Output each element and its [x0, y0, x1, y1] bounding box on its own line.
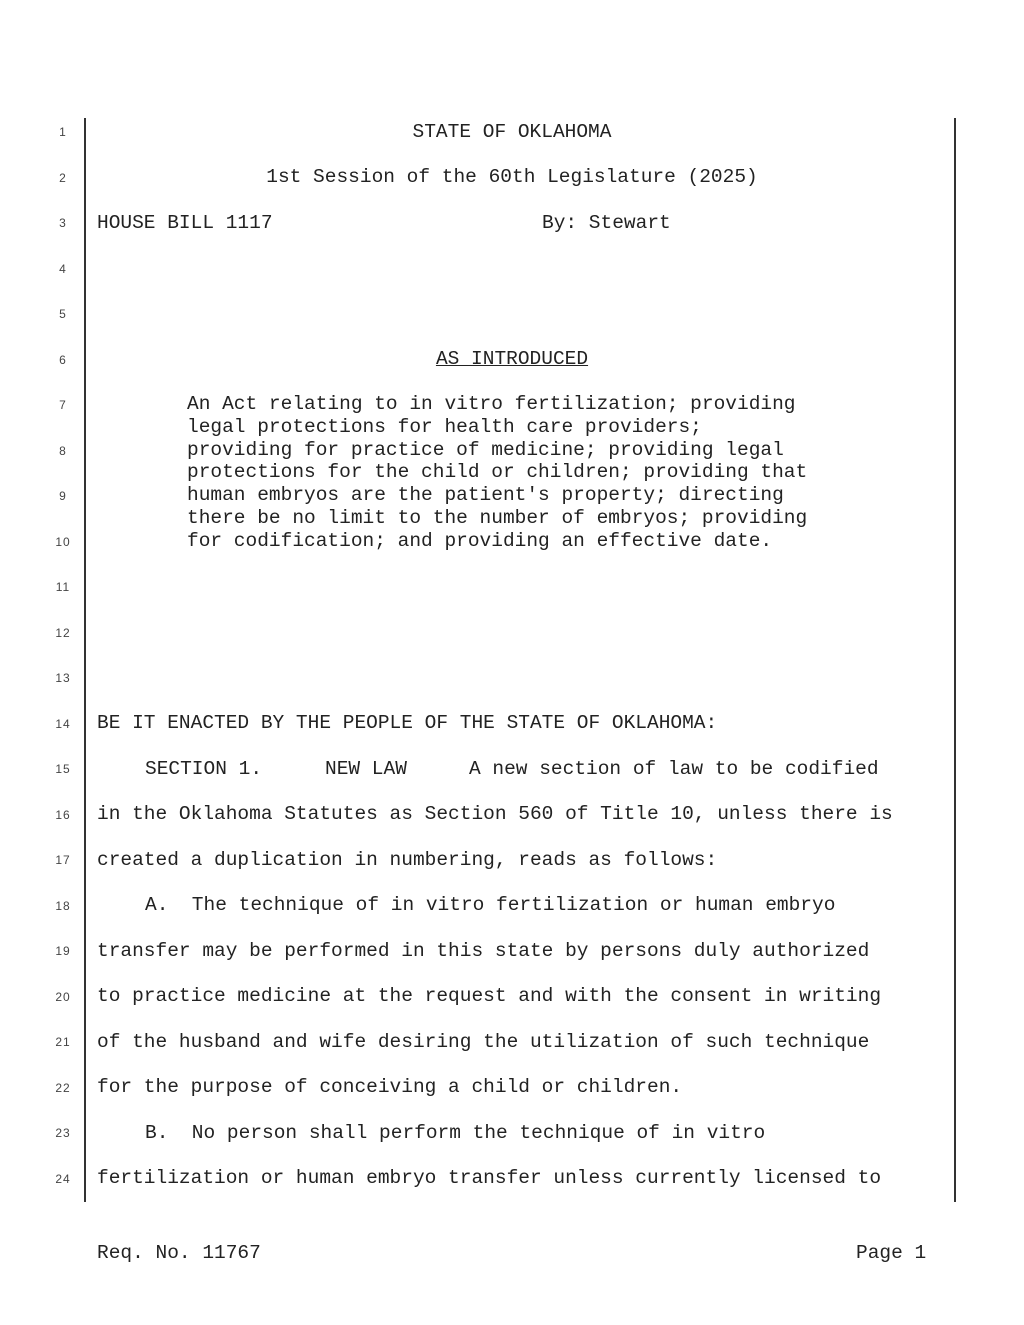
- abstract-line: for codification; and providing an effective date.: [187, 529, 773, 552]
- body-line: for the purpose of conceiving a child or children.: [97, 1076, 683, 1098]
- enacting-clause: BE IT ENACTED BY THE PEOPLE OF THE STATE OF OKLAHOMA:: [97, 712, 718, 734]
- abstract-line: protections for the child or children; providing that: [187, 461, 808, 484]
- line-number: 23: [55, 1126, 71, 1140]
- line-number: 20: [55, 990, 71, 1004]
- line-number: 8: [59, 444, 67, 458]
- section-label: SECTION 1.: [145, 758, 263, 780]
- line-number: 14: [55, 717, 71, 731]
- body-line: B. No person shall perform the technique of in vitro: [145, 1122, 766, 1144]
- line-number: 13: [55, 671, 71, 685]
- line-number: 22: [55, 1081, 71, 1095]
- abstract-line: providing for practice of medicine; providing legal: [187, 438, 784, 461]
- line-number: 19: [55, 944, 71, 958]
- line-number: 9: [59, 489, 67, 503]
- line-number: 1: [59, 125, 67, 139]
- state-heading: STATE OF OKLAHOMA: [412, 121, 612, 143]
- body-line: A. The technique of in vitro fertilization or human embryo: [145, 894, 836, 916]
- line-number: 4: [59, 262, 67, 276]
- session-heading: 1st Session of the 60th Legislature (2025): [266, 166, 758, 188]
- line-number: 18: [55, 899, 71, 913]
- line-number: 3: [59, 216, 67, 230]
- line-number: 24: [55, 1172, 71, 1186]
- line-number: 21: [55, 1035, 71, 1049]
- line-number: 15: [55, 762, 71, 776]
- section-type: NEW LAW: [325, 758, 407, 780]
- bill-number: HOUSE BILL 1117: [97, 212, 273, 234]
- body-line: of the husband and wife desiring the utilization of such technique: [97, 1031, 870, 1053]
- abstract-line: An Act relating to in vitro fertilization; providing: [187, 393, 796, 415]
- abstract-line: there be no limit to the number of embryos; providing: [187, 506, 808, 529]
- request-number: Req. No. 11767: [97, 1242, 261, 1264]
- abstract-line: legal protections for health care providers;: [187, 415, 702, 438]
- line-number: 2: [59, 171, 67, 185]
- line-number: 12: [55, 626, 71, 640]
- body-line: in the Oklahoma Statutes as Section 560 of Title 10, unless there is: [97, 803, 893, 825]
- line-number: 17: [55, 853, 71, 867]
- left-margin-rule: [84, 118, 86, 1202]
- line-number: 5: [59, 307, 67, 321]
- right-margin-rule: [954, 118, 956, 1202]
- body-line: A new section of law to be codified: [469, 758, 879, 780]
- body-line: to practice medicine at the request and with the consent in writing: [97, 985, 882, 1007]
- body-line: created a duplication in numbering, reads as follows:: [97, 849, 718, 871]
- line-number: 10: [55, 535, 71, 549]
- page-number: Page 1: [856, 1242, 927, 1264]
- line-number: 7: [59, 398, 67, 412]
- line-number: 11: [55, 580, 71, 594]
- bill-author: By: Stewart: [542, 212, 671, 234]
- body-line: fertilization or human embryo transfer unless currently licensed to: [97, 1167, 882, 1189]
- line-number: 16: [55, 808, 71, 822]
- abstract-line: human embryos are the patient's property; directing: [187, 484, 784, 507]
- bill-abstract: [187, 393, 847, 553]
- body-line: transfer may be performed in this state by persons duly authorized: [97, 940, 870, 962]
- bill-status: AS INTRODUCED: [435, 348, 589, 370]
- line-number: 6: [59, 353, 67, 367]
